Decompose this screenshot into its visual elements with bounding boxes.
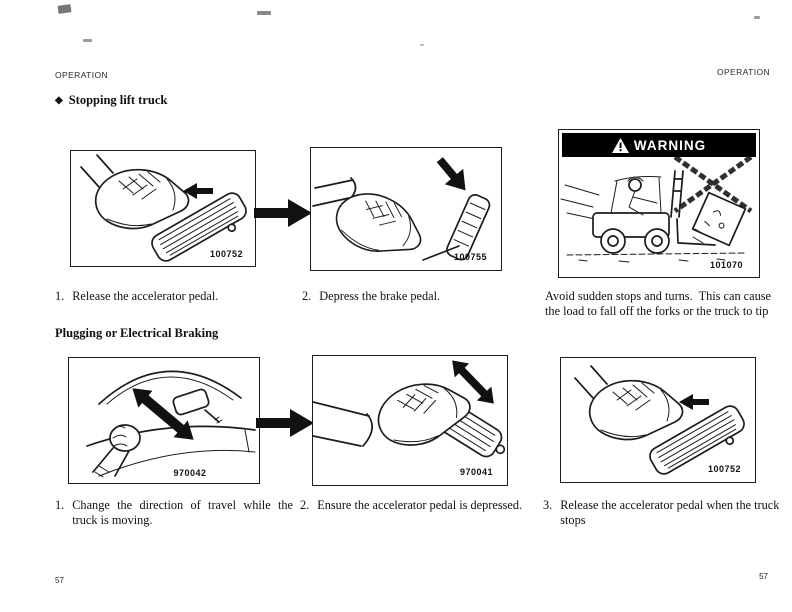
caption-number: 1. <box>55 289 65 303</box>
caption-number: 1. <box>55 498 65 512</box>
figure-code: 970042 <box>173 468 207 478</box>
caption-change-direction <box>55 498 293 529</box>
brake-pedal-depress-illustration <box>311 148 500 269</box>
scan-artifact <box>58 4 72 14</box>
caption-release-when-stopped <box>543 498 783 529</box>
direction-lever-illustration <box>69 358 258 482</box>
caption-avoid-sudden-stops <box>545 289 781 320</box>
right-arrow-icon <box>256 408 316 438</box>
page-number-right: 57 <box>759 572 768 581</box>
caption-text: Release the accelerator pedal when the truck stops <box>560 498 780 528</box>
caption-text: Avoid sudden stops and turns. This can cause the load to fall off the forks or the truck to tip <box>545 289 771 319</box>
accelerator-pedal-release-illustration <box>561 358 754 481</box>
running-header-left: OPERATION <box>55 70 109 80</box>
scan-artifact <box>257 11 271 15</box>
accelerator-depressed-illustration <box>313 356 506 484</box>
left-arrow-icon <box>679 394 709 410</box>
section-heading-plugging <box>55 326 218 341</box>
figure-depress-brake <box>310 147 502 271</box>
caption-ensure-accelerator <box>300 498 540 513</box>
figure-code: 970041 <box>459 467 493 477</box>
caption-depress-brake <box>302 289 532 304</box>
forklift-tipping-load-illustration <box>559 157 757 269</box>
section-heading-text: Plugging or Electrical Braking <box>55 326 219 340</box>
running-header-right: OPERATION <box>716 67 770 77</box>
figure-code: 100752 <box>707 464 741 474</box>
figure-warning-avoid-stops <box>558 129 760 278</box>
caption-release-accelerator-1 <box>55 289 295 304</box>
figure-release-accelerator-1 <box>70 150 256 267</box>
down-right-arrow-icon <box>431 152 475 198</box>
figure-release-accelerator-2 <box>560 357 756 483</box>
caption-number: 2. <box>302 289 312 303</box>
caption-number: 3. <box>543 498 553 512</box>
figure-change-direction <box>68 357 260 484</box>
page-number-left: 57 <box>55 576 64 585</box>
caption-text: Depress the brake pedal. <box>319 289 441 303</box>
figure-ensure-accelerator <box>312 355 508 486</box>
section-heading-stopping <box>55 93 167 108</box>
caption-number: 2. <box>300 498 310 512</box>
warning-label: WARNING <box>633 137 707 153</box>
figure-code: 100755 <box>453 252 487 262</box>
warning-triangle-icon <box>612 138 629 153</box>
caption-text: Ensure the accelerator pedal is depressed. <box>317 498 523 512</box>
scan-artifact <box>754 16 760 19</box>
accelerator-pedal-release-illustration <box>71 151 254 265</box>
figure-code: 101070 <box>709 260 743 270</box>
section-heading-text: Stopping lift truck <box>68 93 168 107</box>
scan-artifact <box>420 44 424 46</box>
diamond-bullet-icon: ◆ <box>55 94 63 106</box>
scan-artifact <box>83 39 92 42</box>
figure-code: 100752 <box>209 249 243 259</box>
right-arrow-icon <box>254 198 314 228</box>
warning-banner <box>562 133 756 157</box>
caption-text: Release the accelerator pedal. <box>72 289 219 303</box>
caption-text: Change the direction of travel while the truck is moving. <box>72 498 293 528</box>
